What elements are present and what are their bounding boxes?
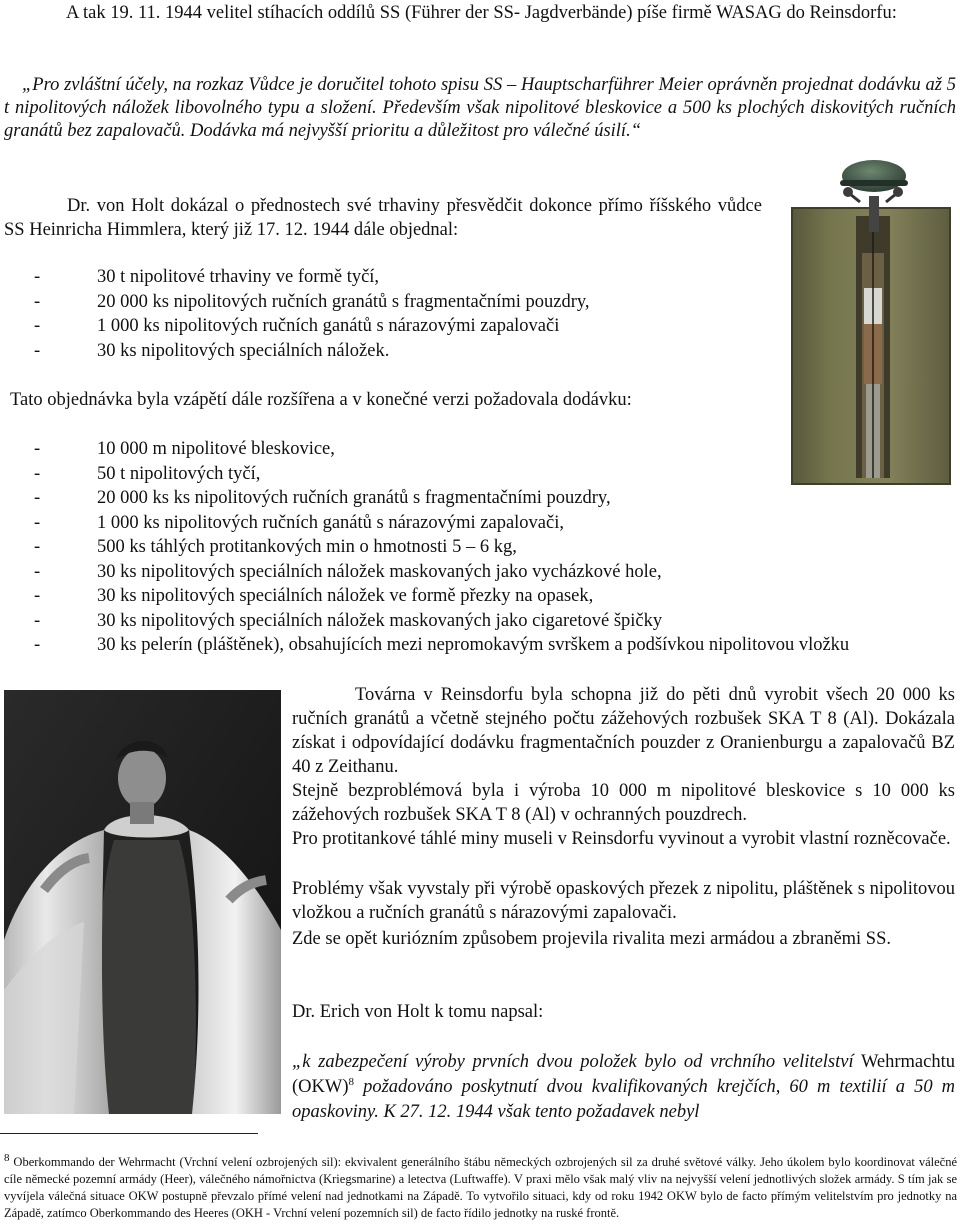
factory-paragraph-5: Zde se opět kuriózním způsobem projevila rivalita mezi armádou a zbraněmi SS. bbox=[292, 929, 892, 949]
footnote bbox=[4, 1151, 957, 1222]
list-item: - 30 ks nipolitových speciálních náložek maskovaných jako vycházkové hole, bbox=[34, 561, 662, 582]
okw-quote-part-1: „k zabezpečení výroby prvních dvou položek bylo od vrchního velitelství bbox=[292, 1052, 854, 1072]
list-item: - 1 000 ks nipolitových ručních ganátů s nárazovými zapalovači bbox=[34, 316, 560, 336]
factory-paragraph-3: Pro protitankové táhlé miny museli v Reinsdorfu vyvinout a vyrobit vlastní rozněcovače. bbox=[292, 829, 951, 849]
list-item: - 30 ks pelerín (pláštěnek), obsahujících mezi nepromokavým svrškem a podšívkou nipolitovou vložku bbox=[34, 635, 850, 655]
footnote-number: 8 bbox=[4, 1151, 10, 1164]
list-item: - 30 ks nipolitových speciálních náložek maskovaných jako cigaretové špičky bbox=[34, 610, 663, 631]
list-item: - 30 t nipolitové trhaviny ve formě tyčí, bbox=[34, 267, 380, 287]
himmler-order-list bbox=[34, 265, 590, 363]
extended-order-list bbox=[34, 437, 849, 658]
list-item: - 50 t nipolitových tyčí, bbox=[34, 463, 261, 484]
factory-paragraph-1: Továrna v Reinsdorfu byla schopna již do pěti dnů vyrobit všech 20 000 ks ručních granátů a včetně stejného počtu zážehových rozbušek SKA T 8 (Al). Dokázala získat i odpovídající dodávku fragmentačních pouzder z Oranienburgu a zapalovačů BZ 40 z Zeithanu. bbox=[292, 685, 955, 777]
footnote-divider bbox=[0, 1133, 258, 1134]
okw-quote bbox=[292, 1050, 955, 1125]
cape-photo bbox=[4, 690, 281, 1114]
ss-order-quote: „Pro zvláštní účely, na rozkaz Vůdce je doručitel tohoto spisu SS – Hauptscharführer Meier oprávněn projednat dodávku až 5 t nipolitových náložek libovolného typu a složení. Především však nipolitové bleskovice a 500 ks plochých diskovitých ručních granátů bez zapalovačů. Dodávka má nejvyšší prioritu a důležitost pro válečné úsilí.“ bbox=[4, 75, 956, 141]
okw-quote-part-3: požadováno poskytnutí dvou kvalifikovaných krejčích, 60 m textilií a 50 m opaskoviny. K 27. 12. 1944 však tento požadavek nebyl bbox=[292, 1077, 955, 1122]
list-item: - 10 000 m nipolitové bleskovice, bbox=[34, 439, 335, 459]
nipolit-charge-image bbox=[790, 158, 952, 486]
extended-order-paragraph: Tato objednávka byla vzápětí dále rozšířena a v konečné verzi požadovala dodávku: bbox=[10, 390, 632, 410]
intro-paragraph: A tak 19. 11. 1944 velitel stíhacích oddílů SS (Führer der SS- Jagdverbände) píše firmě WASAG do Reinsdorfu: bbox=[66, 3, 897, 23]
factory-paragraph-2: Stejně bezproblémová byla i výroba 10 000 m nipolitové bleskovice s 10 000 ks zážehových rozbušek SKA T 8 (Al) v ochranných pouzdrech. bbox=[292, 781, 955, 825]
footnote-reference[interactable]: 8 bbox=[348, 1075, 355, 1088]
list-item: - 500 ks táhlých protitankových min o hmotnosti 5 – 6 kg, bbox=[34, 537, 517, 557]
holt-wrote-line: Dr. Erich von Holt k tomu napsal: bbox=[292, 1002, 544, 1022]
list-item: - 1 000 ks nipolitových ručních ganátů s nárazovými zapalovači, bbox=[34, 512, 564, 533]
okw-quote-part-2: Wehrmachtu (OKW) bbox=[292, 1052, 955, 1097]
list-item: - 30 ks nipolitových speciálních náložek. bbox=[34, 340, 390, 361]
list-item: - 20 000 ks nipolitových ručních granátů s fragmentačními pouzdry, bbox=[34, 291, 590, 312]
man-with-cape-image bbox=[4, 690, 281, 1114]
list-item: - 30 ks nipolitových speciálních náložek ve formě přezky na opasek, bbox=[34, 586, 594, 606]
nipolit-charge-photo bbox=[790, 158, 952, 486]
list-item: - 20 000 ks ks nipolitových ručních granátů s fragmentačními pouzdry, bbox=[34, 488, 611, 508]
holt-paragraph: Dr. von Holt dokázal o přednostech své trhaviny přesvědčit dokonce přímo říšského vůdce SS Heinricha Himmlera, který již 17. 12. 1944 dále objednal: bbox=[4, 196, 762, 240]
footnote-text: Oberkommando der Wehrmacht (Vrchní velení ozbrojených sil): ekvivalent generálního štábu německých ozbrojených sil za druhé světové války. Jeho úkolem bylo koordinovat válečné cíle německé pozemní armády (Heer), válečného námořnictva (Kriegsmarine) a letectva (Luftwaffe). V praxi mělo však malý vliv na nejvyšší velení jednotlivých složek armády. S tím jak se vyvíjela válečná situace OKW postupně převzalo přímé velení nad jednotkami na Západě. To vytvořilo situaci, kdy od roku 1942 OKW bylo de facto přímým velitelstvím pro jednotky na Západě, zatímco Oberkommando des Heeres (OKH - Vrchní velení pozemních sil) de facto řídilo jednotky na ruské frontě. bbox=[4, 1154, 957, 1220]
factory-paragraph-4: Problémy však vyvstaly při výrobě opaskových přezek z nipolitu, pláštěnek s nipolitovou vložkou a ručních granátů s nárazovými zapalovači. bbox=[292, 879, 955, 923]
